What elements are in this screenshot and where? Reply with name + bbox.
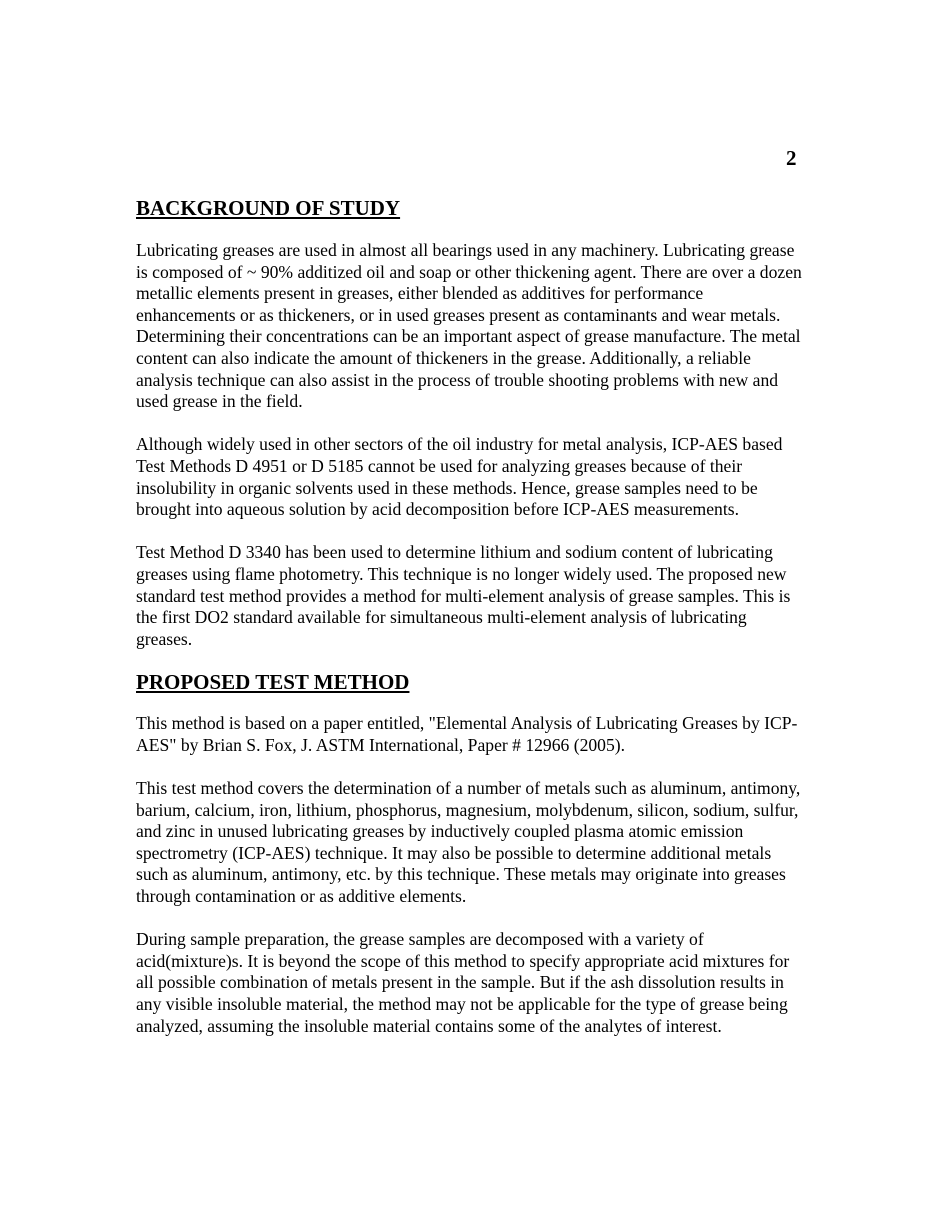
paragraph: During sample preparation, the grease samples are decomposed with a variety of acid(mixture)s. It is beyond the scope of this method to specify appropriate acid mixtures for all possible combination of metals present in the sample. But if the ash dissolution results in any visible insoluble material, the method may not be applicable for the type of grease being analyzed, assuming the insoluble material contains some of the analytes of interest. (136, 929, 790, 1036)
paragraph: Lubricating greases are used in almost all bearings used in any machinery. Lubricating grease is composed of ~ 90% additized oil and soap or other thickening agent. There are over a dozen metallic elements present in greases, either blended as additives for performance enhancements or as thickeners, or in used greases present as contaminants and wear metals. Determining their concentrations can be an important aspect of grease manufacture. The metal content can also indicate the amount of thickeners in the grease. Additionally, a reliable analysis technique can also assist in the process of trouble shooting problems with new and used grease in the field. (136, 240, 802, 412)
document-body (136, 194, 804, 1037)
paragraph: Test Method D 3340 has been used to determine lithium and sodium content of lubricating greases using flame photometry. This technique is no longer widely used. The proposed new standard test method provides a method for multi-element analysis of grease samples. This is the first DO2 standard available for simultaneous multi-element analysis of lubricating greases. (136, 542, 791, 649)
paragraph: This test method covers the determination of a number of metals such as aluminum, antimony, barium, calcium, iron, lithium, phosphorus, magnesium, molybdenum, silicon, sodium, sulfur, and zinc in unused lubricating greases by inductively coupled plasma atomic emission spectrometry (ICP-AES) technique. It may also be possible to determine additional metals such as aluminum, antimony, etc. by this technique. These metals may originate into greases through contamination or as additive elements. (136, 778, 801, 907)
section-heading-background: BACKGROUND OF STUDY (136, 196, 401, 220)
section-heading-proposed-method: PROPOSED TEST METHOD (136, 670, 410, 695)
page-number: 2 (786, 146, 797, 170)
paragraph: This method is based on a paper entitled, "Elemental Analysis of Lubricating Greases by ICP-AES" by Brian S. Fox, J. ASTM International, Paper # 12966 (2005). (136, 713, 798, 755)
paragraph: Although widely used in other sectors of the oil industry for metal analysis, ICP-AES based Test Methods D 4951 or D 5185 cannot be used for analyzing greases because of their insolubility in organic solvents used in these methods. Hence, grease samples need to be brought into aqueous solution by acid decomposition before ICP-AES measurements. (136, 434, 783, 520)
